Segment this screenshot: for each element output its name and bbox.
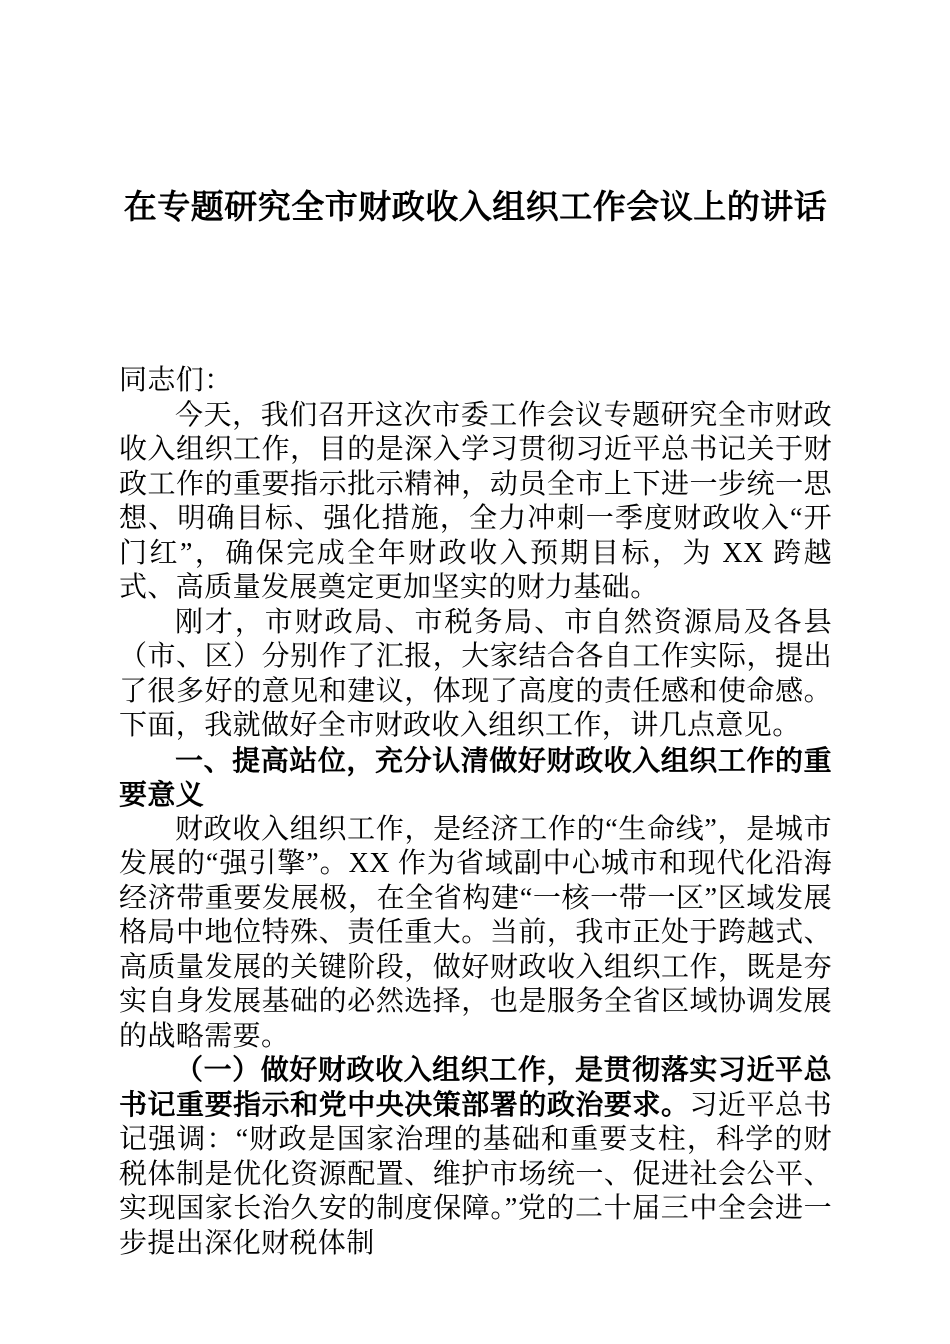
document-body	[119, 364, 832, 1261]
subpoint-1-text: 习近平总书记强调：“财政是国家治理的基础和重要支柱，科学的财税体制是优化资源配置、维护市场统一、促进社会公平、实现国家长治久安的制度保障。”党的二十届三中全会进一步提出深化财税体制	[119, 1089, 832, 1259]
document-title: 在专题研究全市财政收入组织工作会议上的讲话	[123, 190, 828, 226]
paragraph-subpoint-1	[119, 1054, 832, 1261]
paragraph-significance: 财政收入组织工作，是经济工作的“生命线”，是城市发展的“强引擎”。XX 作为省域副中心城市和现代化沿海经济带重要发展极，在全省构建“一核一带一区”区域发展格局中地位特殊、责任重大。当前，我市正处于跨越式、高质量发展的关键阶段，做好财政收入组织工作，既是夯实自身发展基础的必然选择，也是服务全省区域协调发展的战略需要。	[119, 813, 832, 1052]
section-heading-1: 一、提高站位，充分认清做好财政收入组织工作的重要意义	[119, 744, 832, 810]
subpoint-1-lead: （一）做好财政收入组织工作，是贯彻落实习近平总书记重要指示和党中央决策部署的政治要求。	[119, 1055, 832, 1121]
salutation: 同志们：	[119, 365, 233, 396]
paragraph-meeting-purpose: 今天，我们召开这次市委工作会议专题研究全市财政收入组织工作，目的是深入学习贯彻习近平总书记关于财政工作的重要指示批示精神，动员全市上下进一步统一思想、明确目标、强化措施，全力冲刺一季度财政收入“开门红”，确保完成全年财政收入预期目标，为 XX 跨越式、高质量发展奠定更加坚实的财力基础。	[119, 399, 832, 603]
paragraph-briefing-summary: 刚才，市财政局、市税务局、市自然资源局及各县（市、区）分别作了汇报，大家结合各自工作实际，提出了很多好的意见和建议，体现了高度的责任感和使命感。下面，我就做好全市财政收入组织工作，讲几点意见。	[119, 606, 832, 741]
